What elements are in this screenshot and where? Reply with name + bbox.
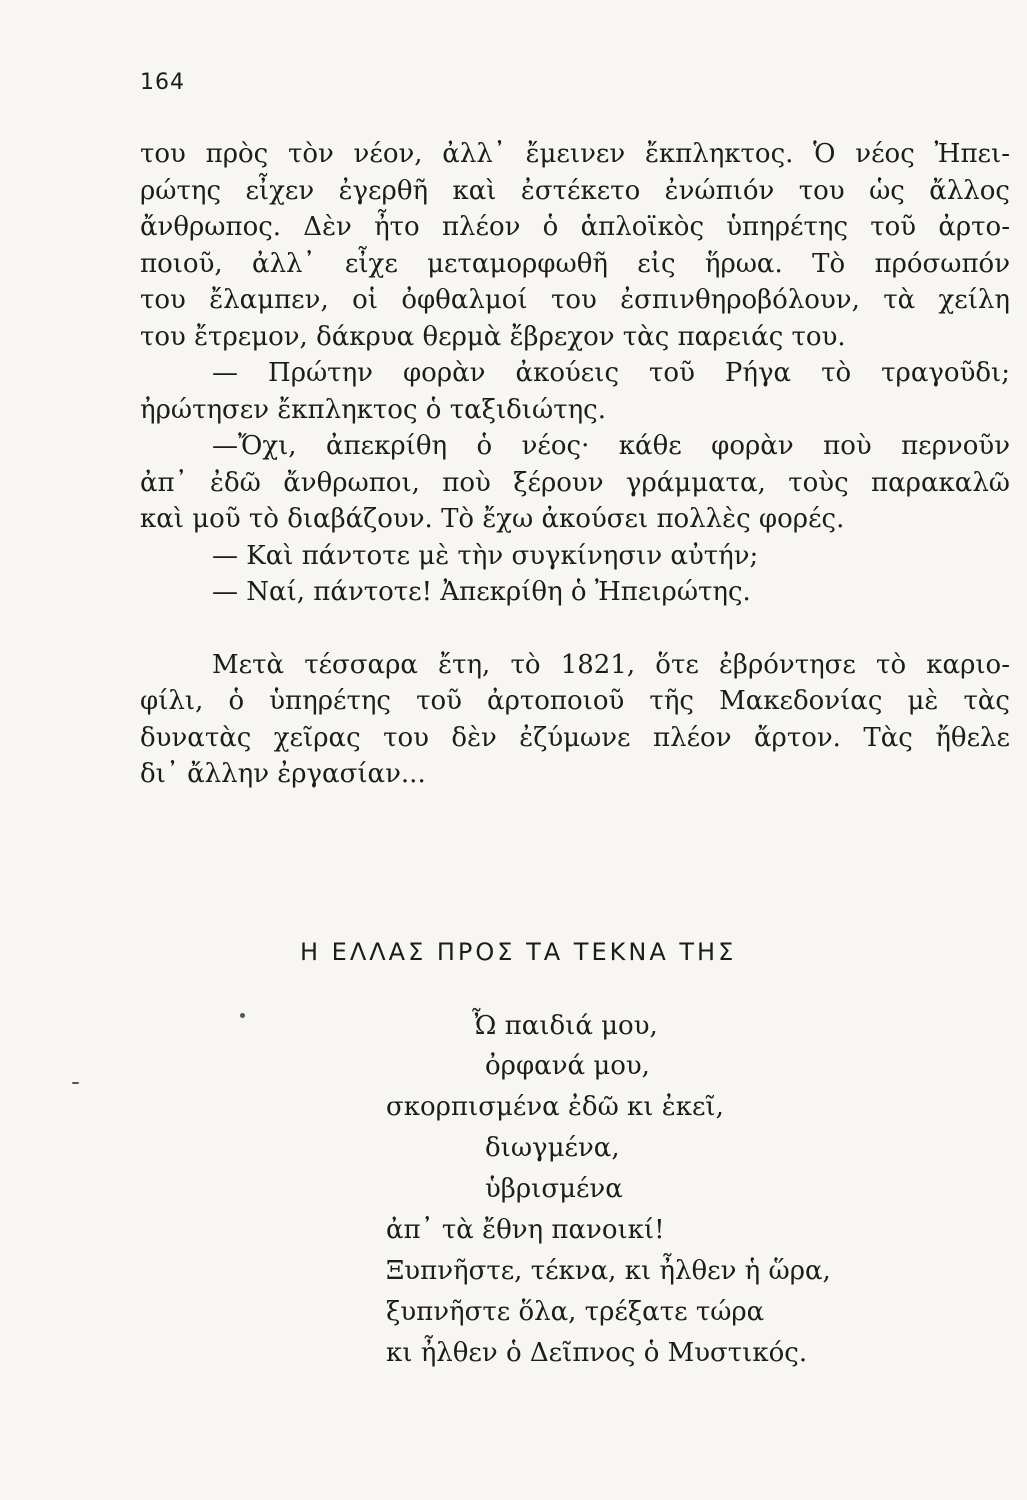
page-number: 164 — [140, 70, 185, 95]
dialogue-line: —Ὄχι, ἀπεκρίθη ὁ νέος· κάθε φορὰν ποὺ περνοῦν — [212, 431, 1010, 461]
poem-verse: Ξυπνῆστε, τέκνα, κι ἦλθεν ἡ ὥρα, — [386, 1256, 831, 1286]
dialogue-line: — Πρώτην φορὰν ἀκούεις τοῦ Ρήγα τὸ τραγοῦδι; — [212, 358, 1010, 388]
prose-line: φίλι, ὁ ὑπηρέτης τοῦ ἀρτοποιοῦ τῆς Μακεδονίας μὲ τὰς — [140, 686, 1010, 716]
dialogue-line: — Καὶ πάντοτε μὲ τὴν συγκίνησιν αὐτήν; — [212, 540, 759, 571]
print-speck — [240, 1013, 245, 1018]
dialogue-line: — Ναί, πάντοτε! Ἀπεκρίθη ὁ Ἠπειρώτης. — [212, 577, 751, 607]
prose-line: δι᾽ ἄλλην ἐργασίαν... — [140, 759, 426, 789]
poem-verse: κι ἦλθεν ὁ Δεῖπνος ὁ Μυστικός. — [386, 1338, 808, 1368]
poem-verse: ὑβρισμένα — [485, 1174, 623, 1204]
prose-line: του ἔλαμπεν, οἱ ὀφθαλμοί του ἐσπινθηροβόλουν, τὰ χείλη — [140, 285, 1010, 315]
paragraph-gap — [140, 611, 1010, 647]
prose-line: ποιοῦ, ἀλλ᾽ εἶχε μεταμορφωθῆ εἰς ἥρωα. Τὸ πρόσωπόν — [140, 248, 1010, 279]
poem-verse: Ὦ παιδιά μου, — [472, 1011, 658, 1041]
print-speck — [72, 1082, 79, 1084]
poem-verse: ὀρφανά μου, — [485, 1051, 650, 1081]
prose-line: ἀπ᾽ ἐδῶ ἄνθρωποι, ποὺ ξέρουν γράμματα, τοὺς παρακαλῶ — [140, 467, 1010, 498]
poem-verse: σκορπισμένα ἐδῶ κι ἐκεῖ, — [386, 1092, 724, 1122]
prose-line: δυνατὰς χεῖρας του δὲν ἐζύμωνε πλέον ἄρτον. Τὰς ἤθελε — [140, 722, 1010, 753]
prose-line: ρώτης εἶχεν ἐγερθῆ καὶ ἐστέκετο ἐνώπιόν του ὡς ἄλλος — [140, 175, 1010, 206]
prose-body — [140, 136, 1010, 793]
prose-line: ἄνθρωπος. Δὲν ἦτο πλέον ὁ ἁπλοϊκὸς ὑπηρέτης τοῦ ἀρτο- — [140, 212, 1010, 242]
poem-verse: ἀπ᾽ τὰ ἔθνη πανοικί! — [386, 1215, 665, 1245]
poem-verse: διωγμένα, — [485, 1133, 620, 1163]
prose-line: καὶ μοῦ τὸ διαβάζουν. Τὸ ἔχω ἀκούσει πολλὲς φορές. — [140, 504, 845, 534]
prose-line: του πρὸς τὸν νέον, ἀλλ᾽ ἔμεινεν ἔκπληκτος. Ὁ νέος Ἠπει- — [140, 139, 1010, 169]
poem-verse: ξυπνῆστε ὅλα, τρέξατε τώρα — [386, 1297, 765, 1327]
poem-title: Η ΕΛΛΑΣ ΠΡΟΣ ΤΑ ΤΕΚΝΑ ΤΗΣ — [300, 938, 737, 966]
paragraph-first-line: Μετὰ τέσσαρα ἔτη, τὸ 1821, ὅτε ἐβρόντησε τὸ καριο- — [212, 649, 1010, 680]
prose-line: ἠρώτησεν ἔκπληκτος ὁ ταξιδιώτης. — [140, 394, 606, 425]
prose-line: του ἔτρεμον, δάκρυα θερμὰ ἔβρεχον τὰς παρειάς του. — [140, 321, 846, 352]
